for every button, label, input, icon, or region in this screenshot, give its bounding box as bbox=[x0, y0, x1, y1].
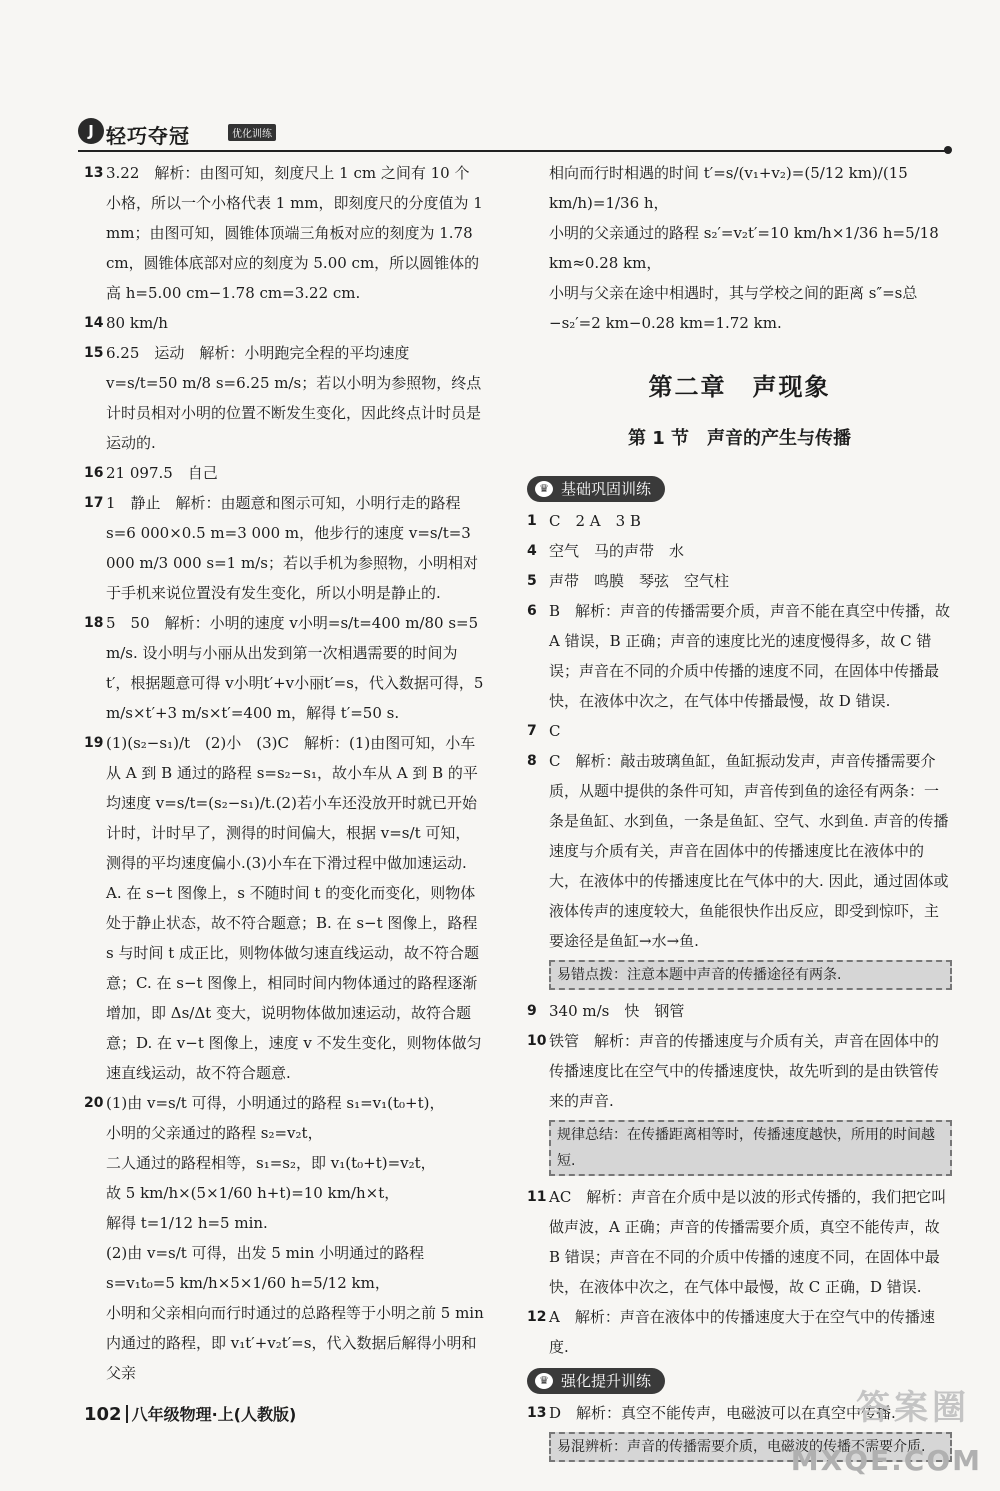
page-header bbox=[78, 110, 948, 150]
question-number: 19 bbox=[84, 735, 104, 751]
question-number: 15 bbox=[84, 345, 104, 361]
left-answer-list bbox=[84, 158, 484, 1388]
left-column bbox=[84, 158, 484, 1388]
crown-icon: ♛ bbox=[535, 1373, 553, 1389]
answer-item bbox=[84, 1088, 484, 1388]
chapter-title: 第二章 声现象 bbox=[648, 373, 831, 401]
banner-advanced-training bbox=[527, 1368, 665, 1394]
watermark-chinese: 答案圈 bbox=[856, 1388, 970, 1428]
footer-divider bbox=[126, 1405, 128, 1423]
answer-item bbox=[527, 996, 952, 1026]
question-number: 20 bbox=[84, 1095, 104, 1111]
page-number: 102 bbox=[84, 1404, 122, 1425]
section-title: 第 1 节 声音的产生与传播 bbox=[627, 428, 852, 449]
answer-text: 1 静止 解析：由题意和图示可知，小明行走的路程 s=6 000×0.5 m=3 000 m，他步行的速度 v=s/t=3 000 m/3 000 s=1 m/s；若以手机为参照物，小明相对于手机来说位置没有发生变化，所以小明是静止的. bbox=[106, 494, 478, 602]
header-dot-icon bbox=[944, 146, 952, 154]
answer-text: 声带 鸣膜 琴弦 空气柱 bbox=[549, 572, 730, 590]
banner-basic-label: 基础巩固训练 bbox=[561, 480, 652, 498]
continued-solution: 相向而行时相遇的时间 t′=s/(v₁+v₂)=(5/12 km)/(15 km/h)=1/36 h， 小明的父亲通过的路程 s₂′=v₂t′=10 km/h×1/36 h=5/18 km≈0.28 km， 小明与父亲在途中相遇时，其与学校之间的距离 s″=s总−s₂′=2 km−0.28 km=1.72 km. bbox=[549, 164, 939, 332]
right-column bbox=[527, 158, 952, 1468]
question-number: 16 bbox=[84, 465, 104, 481]
note-confusion-analysis: 易混辨析：声音的传播需要介质，电磁波的传播不需要介质. bbox=[549, 1432, 952, 1462]
right-intro bbox=[527, 158, 952, 338]
answer-item bbox=[84, 308, 484, 338]
answer-item bbox=[84, 158, 484, 308]
answer-text: C bbox=[549, 722, 561, 740]
question-number: 4 bbox=[527, 543, 537, 559]
answer-item bbox=[84, 608, 484, 728]
answer-text: 340 m/s 快 钢管 bbox=[549, 1002, 685, 1020]
answer-text: D 解析：真空不能传声，电磁波可以在真空中传播. bbox=[549, 1404, 896, 1422]
question-number: 5 bbox=[527, 573, 537, 589]
answer-item bbox=[84, 488, 484, 608]
note-error-tip: 易错点拨：注意本题中声音的传播途径有两条. bbox=[549, 960, 952, 990]
answer-item bbox=[527, 746, 952, 956]
question-number: 7 bbox=[527, 723, 537, 739]
answer-text: 铁管 解析：声音的传播速度与介质有关，声音在固体中的传播速度比在空气中的传播速度快，故先听到的是由铁管传来的声音. bbox=[549, 1032, 940, 1110]
answer-text: C 解析：敲击玻璃鱼缸，鱼缸振动发声，声音传播需要介质，从题中提供的条件可知，声音传到鱼的途径有两条：一条是鱼缸、水到鱼，一条是鱼缸、空气、水到鱼. 声音的传播速度与介质有关，声音在固体中的传播速度比在液体中的大，在液体中的传播速度比在气体中的大. 因此，通过固体或液体传声的速度较大，鱼能很快作出反应，即受到惊吓，主要途径是鱼缸→水→鱼. bbox=[549, 752, 949, 950]
book-title: 八年级物理·上(人教版) bbox=[131, 1405, 297, 1424]
answer-item bbox=[84, 338, 484, 458]
answer-item bbox=[527, 506, 952, 536]
right-answer-list-c bbox=[527, 1182, 952, 1362]
answer-text: 3.22 解析：由图可知，刻度尺上 1 cm 之间有 10 个小格，所以一个小格代表 1 mm，即刻度尺的分度值为 1 mm；由图可知，圆锥体顶端三角板对应的刻度为 1.78 cm，圆锥体底部对应的刻度为 5.00 cm，所以圆锥体的高 h=5.00 cm−1.78 cm=3.22 cm. bbox=[106, 164, 483, 302]
question-number: 8 bbox=[527, 753, 537, 769]
answer-item bbox=[84, 728, 484, 1088]
brand-logo-icon: J bbox=[78, 118, 104, 144]
answer-item bbox=[527, 716, 952, 746]
page-footer bbox=[84, 1402, 296, 1425]
answer-text: A 解析：声音在液体中的传播速度大于在空气中的传播速度. bbox=[549, 1308, 935, 1356]
answer-item bbox=[84, 458, 484, 488]
question-number: 14 bbox=[84, 315, 104, 331]
answer-text: 5 50 解析：小明的速度 v小明=s/t=400 m/80 s=5 m/s. 设小明与小丽从出发到第一次相遇需要的时间为 t′，根据题意可得 v小明t′+v小丽t′=s，代入数据可得，5 m/s×t′+3 m/s×t′=400 m，解得 t′=50 s. bbox=[106, 614, 484, 722]
header-divider bbox=[78, 150, 948, 152]
note-rule-summary: 规律总结：在传播距离相等时，传播速度越快，所用的时间越短. bbox=[549, 1120, 952, 1176]
question-number: 9 bbox=[527, 1003, 537, 1019]
answer-text: (1)(s₂−s₁)/t (2)小 (3)C 解析：(1)由图可知，小车从 A 到 B 通过的路程 s=s₂−s₁，故小车从 A 到 B 的平均速度 v=s/t=(s₂−s₁)/t.(2)若小车还没放开时就已开始计时，计时早了，测得的时间偏大，根据 v=s/t 可知，测得的平均速度偏小.(3)小车在下滑过程中做加速运动. A. 在 s−t 图像上，s 不随时间 t 的变化而变化，则物体处于静止状态，故不符合题意；B. 在 s−t 图像上，路程 s 与时间 t 成正比，则物体做匀速直线运动，故不符合题意；C. 在 s−t 图像上，相同时间内物体通过的路程逐渐增加，即 Δs/Δt 变大，说明物体做加速运动，故符合题意；D. 在 v−t 图像上，速度 v 不发生变化，则物体做匀速直线运动，故不符合题意. bbox=[106, 734, 482, 1082]
crown-icon: ♛ bbox=[535, 481, 553, 497]
answer-text: (1)由 v=s/t 可得，小明通过的路程 s₁=v₁(t₀+t)， 小明的父亲通过的路程 s₂=v₂t， 二人通过的路程相等，s₁=s₂，即 v₁(t₀+t)=v₂t， 故 5 km/h×(5×1/60 h+t)=10 km/h×t， 解得 t=1/12 h=5 min. (2)由 v=s/t 可得，出发 5 min 小明通过的路程 s=v₁t₀=5 km/h×5×1/60 h=5/12 km， 小明和父亲相向而行时通过的总路程等于小明之前 5 min 内通过的路程，即 v₁t′+v₂t′=s，代入数据后解得小明和父亲 bbox=[106, 1094, 484, 1382]
question-number: 12 bbox=[527, 1309, 547, 1325]
brand-tag: 优化训练 bbox=[228, 124, 276, 141]
answer-text: AC 解析：声音在介质中是以波的形式传播的，我们把它叫做声波，A 正确；声音的传播需要介质，真空不能传声，故 B 错误；声音在不同的介质中传播的速度不同，在固体中最快，在液体中次之，在气体中最慢，故 C 正确，D 错误. bbox=[549, 1188, 947, 1296]
answer-item bbox=[527, 1182, 952, 1302]
question-number: 10 bbox=[527, 1033, 547, 1049]
answer-text: 6.25 运动 解析：小明跑完全程的平均速度 v=s/t=50 m/8 s=6.25 m/s；若以小明为参照物，终点计时员相对小明的位置不断发生变化，因此终点计时员是运动的. bbox=[106, 344, 482, 452]
right-answer-list-b bbox=[527, 996, 952, 1116]
question-number: 17 bbox=[84, 495, 104, 511]
right-answer-list-a bbox=[527, 506, 952, 956]
brand-name: 轻巧夺冠 bbox=[106, 124, 190, 148]
question-number: 13 bbox=[84, 165, 104, 181]
question-number: 13 bbox=[527, 1405, 547, 1421]
answer-text: C 2 A 3 B bbox=[549, 512, 641, 530]
question-number: 18 bbox=[84, 615, 104, 631]
watermark-site: MXQE.COM bbox=[790, 1444, 982, 1477]
question-number: 11 bbox=[527, 1189, 547, 1205]
answer-text: 空气 马的声带 水 bbox=[549, 542, 685, 560]
banner-advanced-label: 强化提升训练 bbox=[561, 1372, 652, 1390]
answer-text: 21 097.5 自己 bbox=[106, 464, 218, 482]
answer-item bbox=[527, 536, 952, 566]
answer-item bbox=[527, 1302, 952, 1362]
banner-basic-training bbox=[527, 476, 665, 502]
question-number: 1 bbox=[527, 513, 537, 529]
answer-item bbox=[527, 1026, 952, 1116]
answer-text: B 解析：声音的传播需要介质，声音不能在真空中传播，故 A 错误，B 正确；声音的速度比光的速度慢得多，故 C 错误；声音在不同的介质中传播的速度不同，在固体中传播最快，在液体中次之，在气体中传播最慢，故 D 错误. bbox=[549, 602, 951, 710]
question-number: 6 bbox=[527, 603, 537, 619]
answer-item bbox=[527, 566, 952, 596]
answer-text: 80 km/h bbox=[106, 314, 168, 332]
answer-item bbox=[527, 596, 952, 716]
